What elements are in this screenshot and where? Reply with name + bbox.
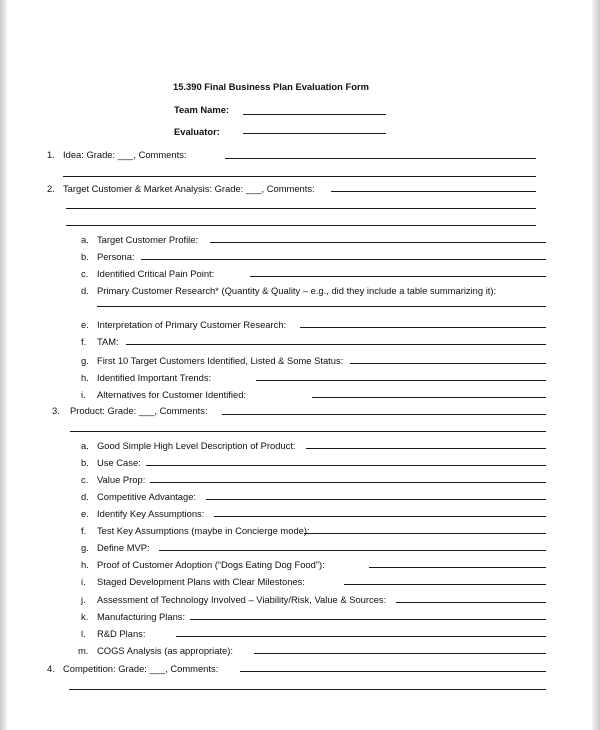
target-item-label: Target Customer Profile: (97, 234, 199, 245)
section-competition-label: Competition: Grade: ___, Comments: (63, 663, 219, 674)
product-item-line[interactable] (176, 636, 546, 637)
page-title: 15.390 Final Business Plan Evaluation Form (173, 81, 369, 92)
target-item-line[interactable] (350, 363, 546, 364)
item-letter: i. (81, 389, 86, 400)
product-item-label: Value Prop: (97, 474, 146, 485)
item-letter: f. (81, 336, 87, 347)
product-item-label: Staged Development Plans with Clear Milestones: (97, 576, 305, 587)
section-number: 4. (47, 663, 55, 674)
item-letter: d. (81, 491, 89, 502)
item-letter: b. (81, 457, 89, 468)
target-item-label: Persona: (97, 251, 135, 262)
product-item-label: Use Case: (97, 457, 141, 468)
target-item-line[interactable] (312, 397, 546, 398)
target-item-label: Alternatives for Customer Identified: (97, 389, 247, 400)
idea-comment-line[interactable] (225, 158, 536, 159)
item-letter: j. (81, 594, 86, 605)
product-item-line[interactable] (254, 653, 546, 654)
item-letter: g. (81, 355, 89, 366)
product-item-line[interactable] (344, 584, 546, 585)
target-item-label: TAM: (97, 336, 119, 347)
item-letter: c. (81, 474, 89, 485)
section-number: 2. (47, 183, 55, 194)
section-product-label: Product: Grade: ___, Comments: (70, 405, 208, 416)
product-item-line[interactable] (146, 465, 546, 466)
target-item-line[interactable] (210, 242, 546, 243)
team-name-label: Team Name: (174, 104, 230, 115)
item-letter: h. (81, 559, 89, 570)
target-item-line[interactable] (256, 380, 546, 381)
product-item-line[interactable] (396, 602, 546, 603)
product-comment-line[interactable] (222, 414, 546, 415)
item-letter: a. (81, 440, 89, 451)
idea-comment-line[interactable] (63, 176, 536, 177)
item-letter: k. (81, 611, 89, 622)
target-item-line[interactable] (141, 259, 546, 260)
section-number: 3. (52, 405, 60, 416)
item-letter: h. (81, 372, 89, 383)
product-item-label: Identify Key Assumptions: (97, 508, 205, 519)
target-comment-line[interactable] (66, 225, 536, 226)
product-item-line[interactable] (214, 516, 546, 517)
item-letter: m. (78, 645, 89, 656)
product-item-label: Test Key Assumptions (maybe in Concierge mode): (97, 525, 310, 536)
product-item-label: Define MVP: (97, 542, 150, 553)
product-item-label: Manufacturing Plans: (97, 611, 186, 622)
product-item-line[interactable] (369, 567, 546, 568)
target-item-label: Identified Important Trends: (97, 372, 212, 383)
product-comment-line[interactable] (70, 431, 546, 432)
item-letter: a. (81, 234, 89, 245)
product-item-label: COGS Analysis (as appropriate): (97, 645, 233, 656)
product-item-label: Proof of Customer Adoption (“Dogs Eating Dog Food”): (97, 559, 325, 570)
product-item-line[interactable] (150, 482, 546, 483)
target-item-line[interactable] (300, 327, 546, 328)
item-letter: e. (81, 508, 89, 519)
product-item-line[interactable] (206, 499, 546, 500)
item-letter: b. (81, 251, 89, 262)
target-item-line[interactable] (250, 276, 546, 277)
target-item-label: First 10 Target Customers Identified, Listed & Some Status: (97, 355, 344, 366)
product-item-line[interactable] (159, 550, 546, 551)
item-letter: e. (81, 319, 89, 330)
product-item-label: R&D Plans: (97, 628, 146, 639)
page-shadow-left (0, 0, 7, 730)
section-target-label: Target Customer & Market Analysis: Grade: ___, Comments: (63, 183, 315, 194)
competition-comment-line[interactable] (240, 671, 546, 672)
product-item-line[interactable] (304, 533, 546, 534)
item-letter: f. (81, 525, 87, 536)
target-item-label: Primary Customer Research* (Quantity & Quality – e.g., did they include a table summarizing it): (97, 285, 497, 296)
team-name-field[interactable] (243, 114, 386, 115)
evaluator-field[interactable] (243, 133, 386, 134)
target-item-line[interactable] (126, 344, 546, 345)
page-shadow-right (592, 0, 600, 730)
target-item-line[interactable] (97, 306, 546, 307)
product-item-label: Competitive Advantage: (97, 491, 197, 502)
target-comment-line[interactable] (331, 191, 536, 192)
item-letter: c. (81, 268, 89, 279)
item-letter: d. (81, 285, 89, 296)
target-comment-line[interactable] (66, 208, 536, 209)
item-letter: i. (81, 576, 86, 587)
product-item-label: Assessment of Technology Involved – Viability/Risk, Value & Sources: (97, 594, 387, 605)
competition-comment-line[interactable] (69, 689, 546, 690)
target-item-label: Interpretation of Primary Customer Research: (97, 319, 287, 330)
section-idea-label: Idea: Grade: ___, Comments: (63, 149, 187, 160)
product-item-line[interactable] (190, 619, 546, 620)
target-item-label: Identified Critical Pain Point: (97, 268, 215, 279)
section-number: 1. (47, 149, 55, 160)
item-letter: l. (81, 628, 86, 639)
product-item-label: Good Simple High Level Description of Product: (97, 440, 296, 451)
item-letter: g. (81, 542, 89, 553)
evaluator-label: Evaluator: (174, 126, 220, 137)
product-item-line[interactable] (306, 448, 546, 449)
